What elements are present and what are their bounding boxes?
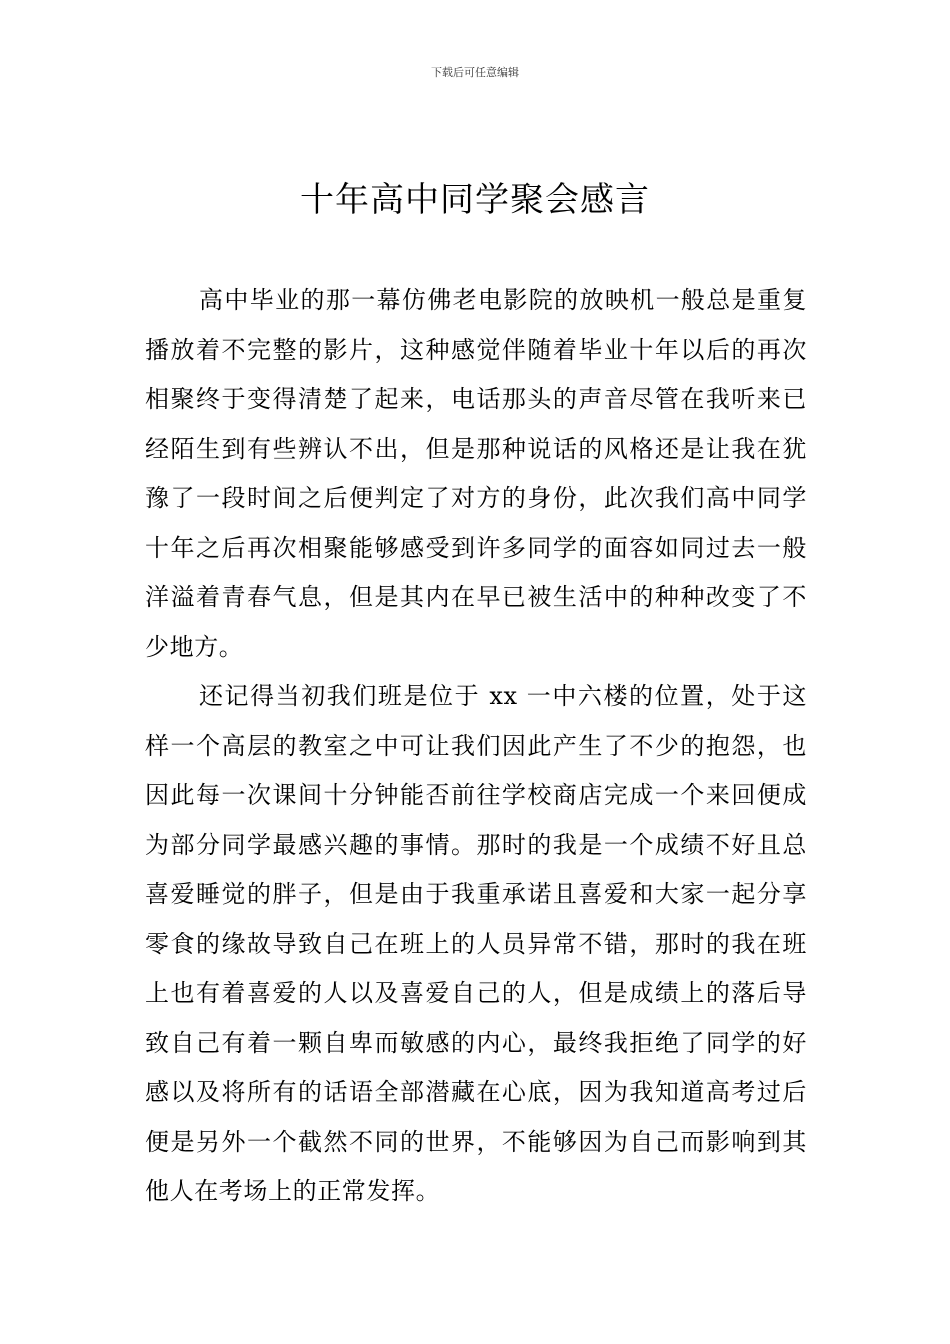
document-title: 十年高中同学聚会感言	[300, 180, 650, 220]
header-note: 下载后可任意编辑	[431, 66, 519, 79]
paragraph-2: 还记得当初我们班是位于 xx 一中六楼的位置，处于这样一个高层的教室之中可让我们因此产生了不少的抱怨，也因此每一次课间十分钟能否前往学校商店完成一个来回便成为部分同学最感兴趣的事情。那时的我是一个成绩不好且总喜爱睡觉的胖子，但是由于我重承诺且喜爱和大家一起分享零食的缘故导致自己在班上的人员异常不错，那时的我在班上也有着喜爱的人以及喜爱自己的人，但是成绩上的落后导致自己有着一颗自卑而敏感的内心，最终我拒绝了同学的好感以及将所有的话语全部潜藏在心底，因为我知道高考过后便是另外一个截然不同的世界，不能够因为自己而影响到其他人在考场上的正常发挥。	[145, 682, 807, 1205]
document-body	[145, 276, 807, 1217]
paragraph-1: 高中毕业的那一幕仿佛老电影院的放映机一般总是重复播放着不完整的影片，这种感觉伴随着毕业十年以后的再次相聚终于变得清楚了起来，电话那头的声音尽管在我听来已经陌生到有些辨认不出，但是那种说话的风格还是让我在犹豫了一段时间之后便判定了对方的身份，此次我们高中同学十年之后再次相聚能够感受到许多同学的面容如同过去一般洋溢着青春气息，但是其内在早已被生活中的种种改变了不少地方。	[145, 286, 807, 661]
